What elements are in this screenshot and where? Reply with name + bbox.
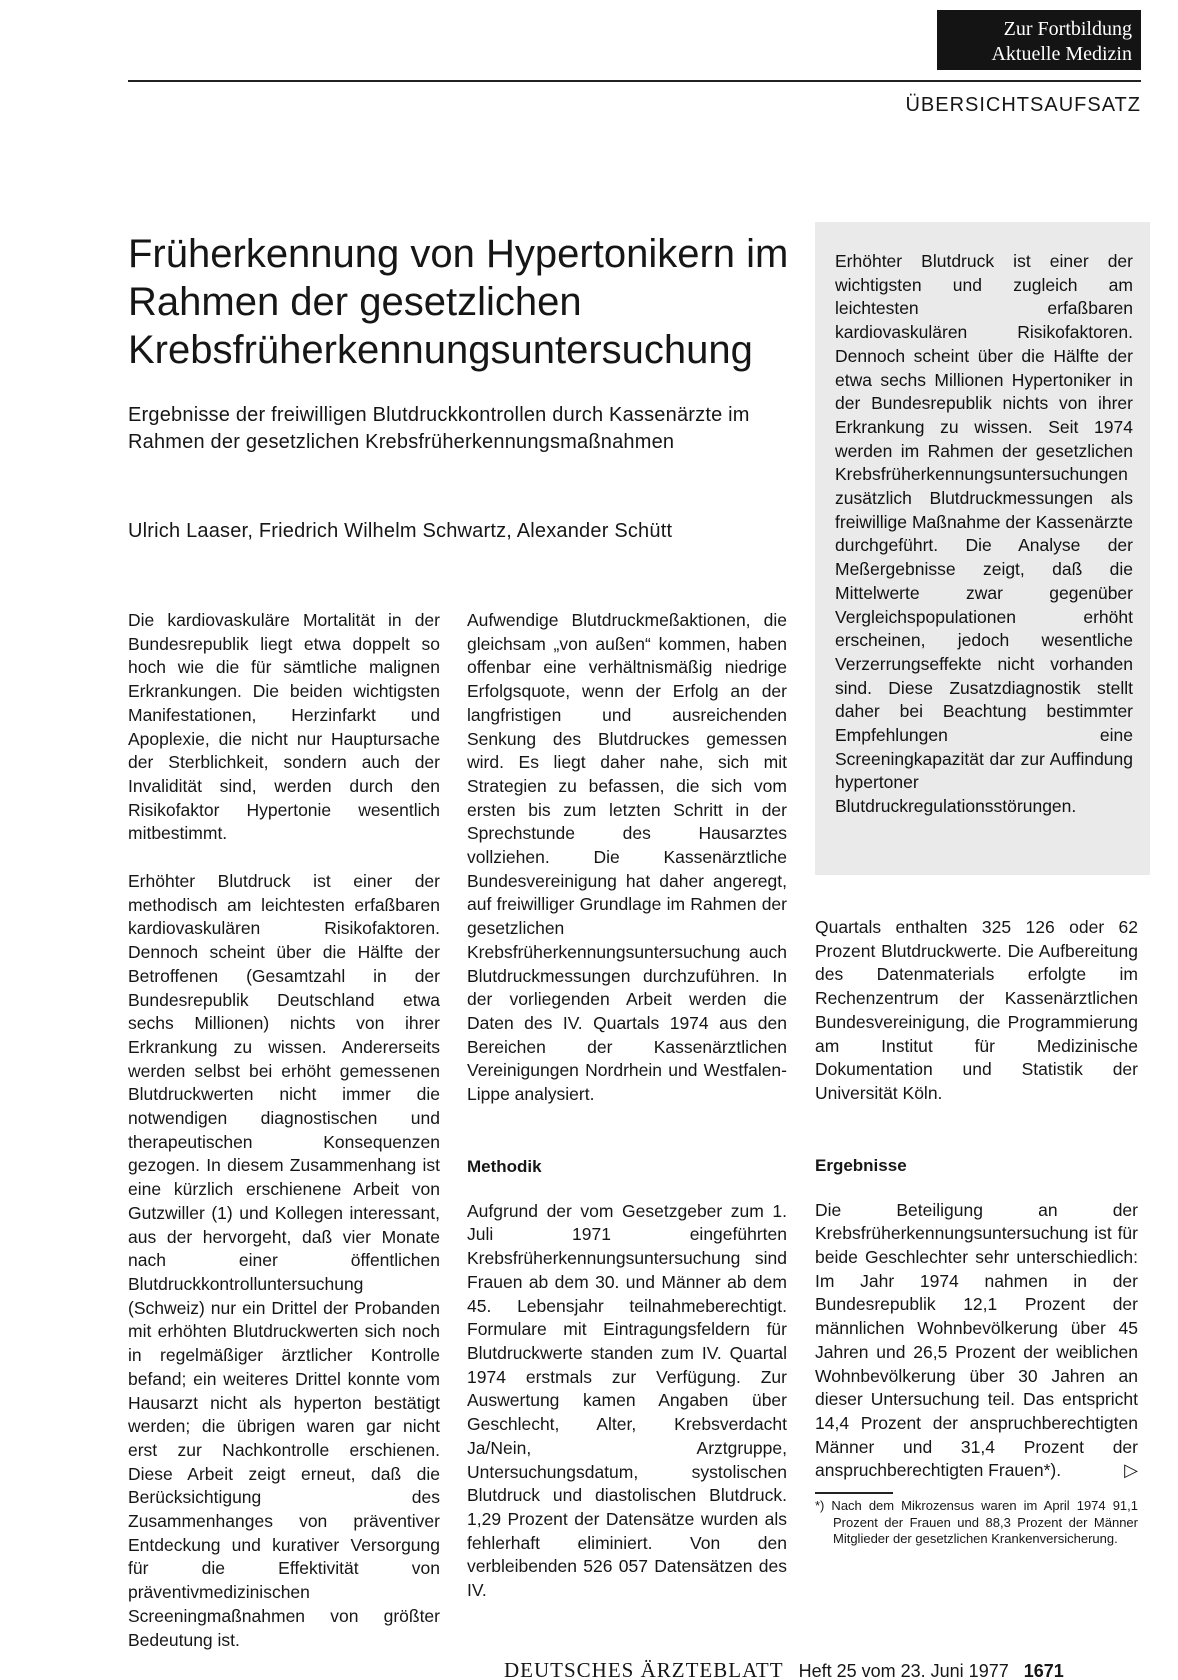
paragraph-methodik: Aufgrund der vom Gesetzgeber zum 1. Juli 1971 eingeführten Krebsfrüherkennungsuntersuchung sind Frauen ab dem 30. und Männer ab dem 45. Lebensjahr teilnahmeberechtigt. Formulare mit Eintragungsfeldern für Blutdruckwerte standen zum IV. Quartal 1974 erstmals zur Verfügung. Zur Auswertung kamen Angaben über Geschlecht, Alter, Krebsverdacht Ja/Nein, Arztgruppe, Untersuchungsdatum, systolischen Blutdruck und diastolischen Blutdruck. 1,29 Prozent der Datensätze wurden als fehlerhaft eliminiert. Von den verbleibenden 526 057 Datensätzen des IV. [467, 1200, 787, 1601]
abstract-text: Erhöhter Blutdruck ist einer der wichtigsten und zugleich am leichtesten erfaßbaren kardiovaskulären Risikofaktoren. Dennoch scheint über die Hälfte der etwa sechs Millionen Hypertoniker in der Bundesrepublik nichts von ihrer Erkrankung zu wissen. Seit 1974 werden im Rahmen der gesetzlichen Krebsfrüherkennungsuntersuchungen zusätzlich Blutdruckmessungen als freiwillige Maßnahme der Kassenärzte durchgeführt. Die Analyse der Meßergebnisse zeigt, daß die Mittelwerte zwar gegenüber Vergleichspopulationen erhöht erscheinen, jedoch wesentliche Verzerrungseffekte nicht vorhanden sind. Diese Zusatzdiagnostik stellt daher bei Beachtung bestimmter Empfehlungen eine Screeningkapazität dar zur Auffindung hypertoner Blutdruckregulationsstörungen. [835, 251, 1133, 817]
paragraph-quarter-data: Quartals enthalten 325 126 oder 62 Prozent Blutdruckwerte. Die Aufbereitung des Datenmaterials erfolgte im Rechenzentrum der Kassenärztlichen Bundesvereinigung, die Programmierung am Institut für Medizinische Dokumentation und Statistik der Universität Köln. [815, 917, 1138, 1103]
article-title: Früherkennung von Hypertonikern im Rahmen der gesetzlichen Krebsfrüherkennungsuntersuchung [128, 232, 789, 372]
paragraph-blood-pressure: Erhöhter Blutdruck ist einer der methodisch am leichtesten erfaßbaren kardiovaskulären Risikofaktoren. Dennoch scheint über die Hälfte der Betroffenen (Gesamtzahl in der Bundesrepublik Deutschland etwa sechs Millionen) nichts von ihrer Erkrankung zu wissen. Andererseits werden selbst bei erhöht gemessenen Blutdruckwerten nicht immer die notwendigen diagnostischen und therapeutischen Konsequenzen gezogen. In diesem Zusammenhang ist eine kürzlich erschienene Arbeit von Gutzwiller (1) und Kollegen interessant, aus der hervorgeht, daß vier Monate nach einer öffentlichen Blutdruckkontrolluntersuchung (Schweiz) nur ein Drittel der Probanden mit erhöhten Blutdruckwerten sich noch in regelmäßiger ärztlicher Kontrolle befand; ein weiteres Drittel konnte vom Hausarzt nicht als hyperton bestätigt werden; die übrigen waren gar nicht erst zur Nachkontrolle erschienen. Diese Arbeit zeigt erneut, daß die Berücksichtigung des Zusammenhanges von präventiver Entdeckung und kurativer Versorgung für die Effektivität von präventivmedizinischen Screeningmaßnahmen von größter Bedeutung ist. [128, 871, 440, 1650]
article-type: ÜBERSICHTSAUFSATZ [905, 94, 1141, 116]
heading-methodik: Methodik [467, 1156, 542, 1176]
paragraph-ergebnisse [815, 1199, 1138, 1483]
body-column-3 [815, 916, 1138, 1483]
page-number: 1671 [1023, 1661, 1064, 1680]
header-rule [128, 80, 1141, 82]
continue-arrow-icon: ▷ [1124, 1460, 1138, 1481]
section-badge [937, 10, 1141, 70]
journal-name: DEUTSCHES ÄRZTEBLATT [504, 1658, 784, 1680]
footnote-rule [815, 1492, 893, 1494]
paragraph-ergebnisse-text: Die Beteiligung an der Krebsfrüherkennungsuntersuchung ist für beide Geschlechter sehr unterschiedlich: Im Jahr 1974 nahmen in der Bundesrepublik 12,1 Prozent der männlichen Wohnbevölkerung über 45 Jahren und 26,5 Prozent der weiblichen Wohnbevölkerung über 30 Jahren an dieser Untersuchung teil. Das entspricht 14,4 Prozent der anspruchberechtigten Männer und 31,4 Prozent der anspruchberechtigten Frauen*). [815, 1199, 1138, 1481]
heading-ergebnisse: Ergebnisse [815, 1155, 907, 1175]
section-badge-line1: Zur Fortbildung [1003, 18, 1132, 40]
issue-info: Heft 25 vom 23. Juni 1977 [798, 1661, 1009, 1680]
paragraph-intro: Die kardiovaskuläre Mortalität in der Bundesrepublik liegt etwa doppelt so hoch wie die für sämtliche malignen Erkrankungen. Die beiden wichtigsten Manifestationen, Herzinfarkt und Apoplexie, die nicht nur Hauptursache der Sterblichkeit, sondern auch der Invalidität sind, werden durch den Risikofaktor Hypertonie wesentlich mitbestimmt. [128, 610, 440, 844]
section-badge-line2: Aktuelle Medizin [991, 43, 1132, 65]
body-column-2 [467, 609, 787, 1603]
page-footer [504, 1658, 1142, 1680]
abstract-box [815, 222, 1150, 875]
body-column-1 [128, 609, 440, 1652]
article-authors: Ulrich Laaser, Friedrich Wilhelm Schwartz, Alexander Schütt [128, 520, 673, 542]
article-subtitle: Ergebnisse der freiwilligen Blutdruckkontrollen durch Kassenärzte im Rahmen der gesetzlichen Krebsfrüherkennungsmaßnahmen [128, 404, 750, 453]
footnote: *) Nach dem Mikrozensus waren im April 1974 91,1 Prozent der Frauen und 88,3 Prozent der Männer Mitglieder der gesetzlichen Krankenversicherung. [815, 1498, 1138, 1546]
paragraph-measurement-actions: Aufwendige Blutdruckmeßaktionen, die gleichsam „von außen“ kommen, haben offenbar eine verhältnismäßig niedrige Erfolgsquote, wenn der Erfolg an der langfristigen und ausreichenden Senkung des Blutdruckes gemessen wird. Es liegt daher nahe, sich mit Strategien zu befassen, die sich vom ersten bis zum letzten Schritt in der Sprechstunde des Hausarztes vollziehen. Die Kassenärztliche Bundesvereinigung hat daher angeregt, auf freiwilliger Grundlage im Rahmen der gesetzlichen Krebsfrüherkennungsuntersuchung auch Blutdruckmessungen durchzuführen. In der vorliegenden Arbeit werden die Daten des IV. Quartals 1974 aus den Bereichen der Kassenärztlichen Vereinigungen Nordrhein und Westfalen-Lippe analysiert. [467, 610, 787, 1105]
